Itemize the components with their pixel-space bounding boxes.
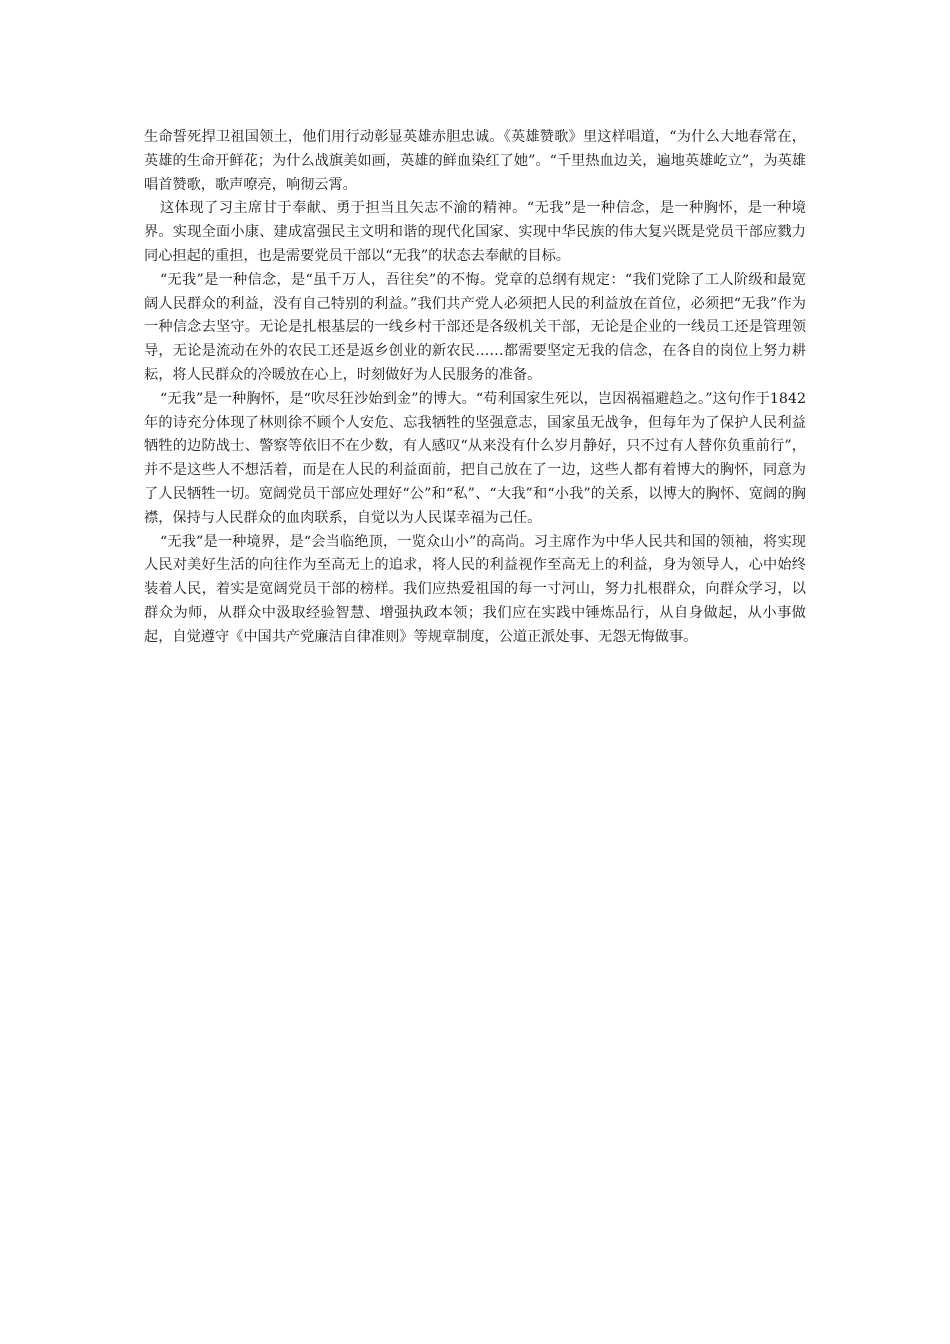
paragraph-1: 生命誓死捍卫祖国领土，他们用行动彰显英雄赤胆忠诚。《英雄赞歌》里这样唱道，“为什么大地春常在，英雄的生命开鲜花；为什么战旗美如画，英雄的鲜血染红了她”。“千里热血边关，遍地英雄屹立”，为英雄唱首赞歌，歌声嘹亮，响彻云霄。 [144,129,806,193]
paragraph-3: “无我”是一种信念，是“虽千万人，吾往矣”的不悔。党章的总纲有规定：“我们党除了工人阶级和最宽阔人民群众的利益，没有自己特别的利益。”我们共产党人必须把人民的利益放在首位，必须把“无我”作为一种信念去坚守。无论是扎根基层的一线乡村干部还是各级机关干部，无论是企业的一线员工还是管理领导，无论是流动在外的农民工还是返乡创业的新农民……都需要坚定无我的信念，在各自的岗位上努力耕耘，将人民群众的冷暖放在心上，时刻做好为人民服务的准备。 [144,271,806,383]
paragraph-2: 这体现了习主席甘于奉献、勇于担当且矢志不渝的精神。“无我”是一种信念，是一种胸怀，是一种境界。实现全面小康、建成富强民主文明和谐的现代化国家、实现中华民族的伟大复兴既是党员干部应戮力同心担起的重担，也是需要党员干部以“无我”的状态去奉献的目标。 [144,200,806,264]
document-body [144,126,806,650]
paragraph-4: “无我”是一种胸怀，是“吹尽狂沙始到金”的博大。“苟利国家生死以，岂因祸福避趋之。”这句作于1842年的诗充分体现了林则徐不顾个人安危、忘我牺牲的坚强意志，国家虽无战争，但每年为了保护人民利益牺牲的边防战士、警察等依旧不在少数，有人感叹“从来没有什么岁月静好，只不过有人替你负重前行”，并不是这些人不想活着，而是在人民的利益面前，把自己放在了一边，这些人都有着博大的胸怀，同意为了人民牺牲一切。宽阔党员干部应处理好“公”和“私”、“大我”和“小我”的关系，以博大的胸怀、宽阔的胸襟，保持与人民群众的血肉联系，自觉以为人民谋幸福为己任。 [144,390,806,526]
paragraph-5: “无我”是一种境界，是“会当临绝顶，一览众山小”的高尚。习主席作为中华人民共和国的领袖，将实现人民对美好生活的向往作为至高无上的追求，将人民的利益视作至高无上的利益，身为领导人，心中始终装着人民，着实是宽阔党员干部的榜样。我们应热爱祖国的每一寸河山，努力扎根群众，向群众学习，以群众为师，从群众中汲取经验智慧、增强执政本领；我们应在实践中锤炼品行，从自身做起，从小事做起，自觉遵守《中国共产党廉洁自律准则》等规章制度，公道正派处事、无怨无悔做事。 [144,533,806,645]
